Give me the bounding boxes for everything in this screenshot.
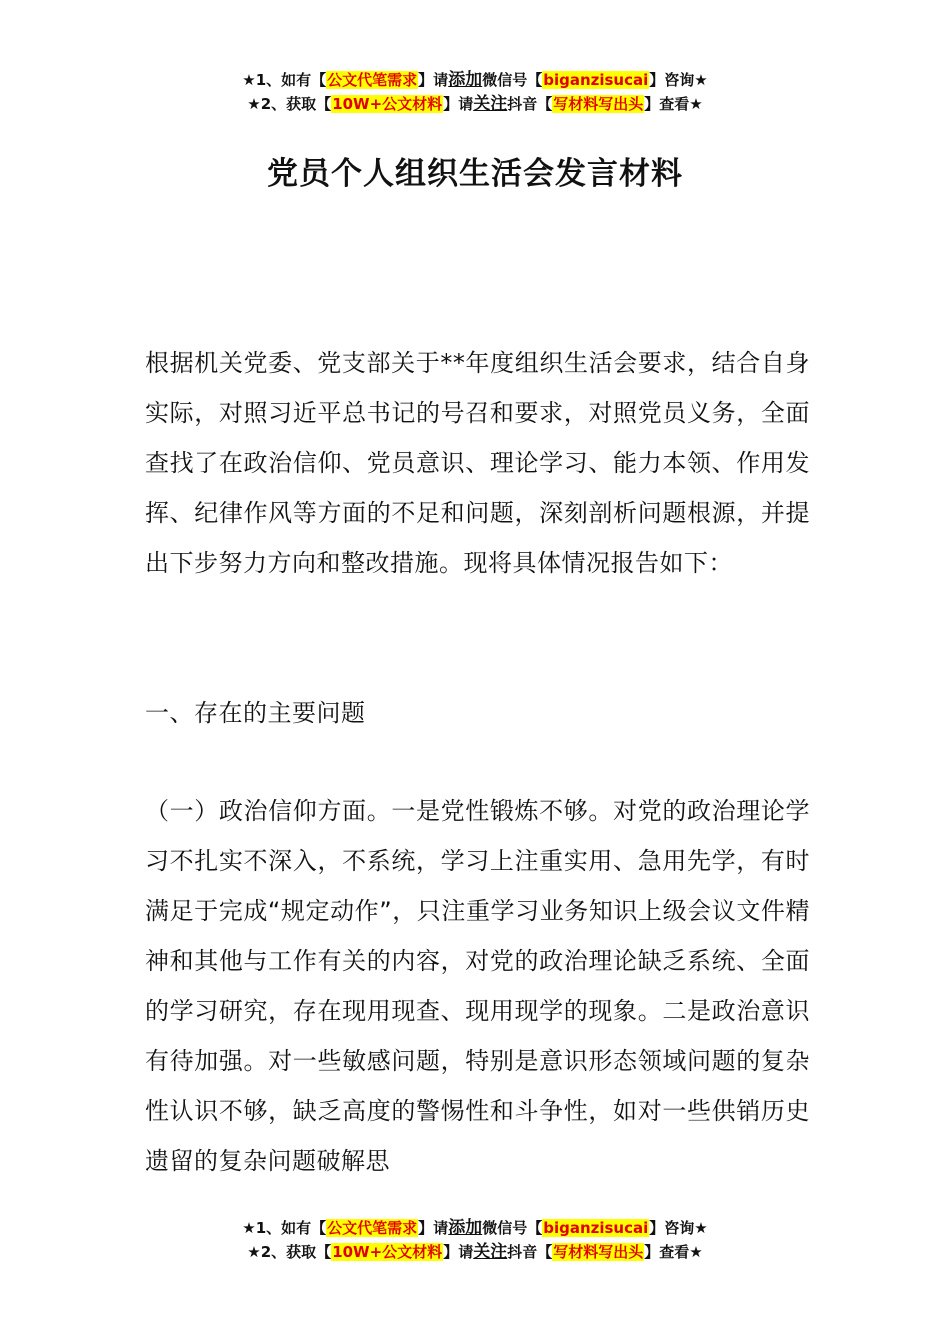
promo-douyin-id: 写材料写出头 (553, 1243, 644, 1261)
promo-emphasis: 添加 (448, 70, 483, 90)
body-paragraph: （一）政治信仰方面。一是党性锻炼不够。对党的政治理论学习不扎实不深入，不系统，学习上注重实用、急用先学，有时满足于完成“规定动作”，只注重学习业务知识上级会议文件精神和其他与工作有关的内容，对党的政治理论缺乏系统、全面的学习研究，存在现用现查、现用现学的现象。二是政治意识有待加强。对一些敏感问题，特别是意识形态领域问题的复杂性认识不够，缺乏高度的警惕性和斗争性，如对一些供销历史遗留的复杂问题破解思 (145, 797, 810, 1175)
promo-text: 】查看★ (644, 1243, 703, 1261)
promo-text: 】请 (418, 71, 449, 89)
promo-text: 微信号【 (482, 71, 543, 89)
section-heading: 一、存在的主要问题 (145, 699, 366, 727)
promo-wechat-id: biganzisucai (543, 71, 649, 89)
promo-douyin-id: 写材料写出头 (553, 95, 644, 113)
footer-promo-banner (0, 1216, 950, 1264)
promo-emphasis: 关注 (473, 94, 508, 114)
promo-text: 】咨询★ (649, 71, 708, 89)
promo-line-2 (0, 1240, 950, 1264)
promo-text: ★2、获取【 (247, 1243, 332, 1261)
document-title: 党员个人组织生活会发言材料 (267, 156, 683, 192)
promo-line-1 (0, 1216, 950, 1240)
promo-text: ★1、如有【 (242, 71, 327, 89)
promo-text: ★1、如有【 (242, 1219, 327, 1237)
promo-line-1 (0, 68, 950, 92)
promo-line-2 (0, 92, 950, 116)
promo-highlight: 公文代笔需求 (327, 1219, 418, 1237)
promo-highlight: 10W+公文材料 (332, 1243, 443, 1261)
promo-wechat-id: biganzisucai (543, 1219, 649, 1237)
promo-text: 】请 (443, 95, 474, 113)
promo-text: 】咨询★ (649, 1219, 708, 1237)
promo-emphasis: 添加 (448, 1218, 483, 1238)
promo-text: 】请 (443, 1243, 474, 1261)
promo-text: 抖音【 (507, 1243, 553, 1261)
promo-text: 】请 (418, 1219, 449, 1237)
promo-text: 抖音【 (507, 95, 553, 113)
promo-text: 微信号【 (482, 1219, 543, 1237)
header-promo-banner (0, 68, 950, 116)
promo-text: 】查看★ (644, 95, 703, 113)
promo-highlight: 10W+公文材料 (332, 95, 443, 113)
promo-text: ★2、获取【 (247, 95, 332, 113)
promo-emphasis: 关注 (473, 1242, 508, 1262)
intro-paragraph: 根据机关党委、党支部关于**年度组织生活会要求，结合自身实际，对照习近平总书记的号召和要求，对照党员义务，全面查找了在政治信仰、党员意识、理论学习、能力本领、作用发挥、纪律作风等方面的不足和问题，深刻剖析问题根源，并提出下步努力方向和整改措施。现将具体情况报告如下： (145, 349, 810, 577)
promo-highlight: 公文代笔需求 (327, 71, 418, 89)
